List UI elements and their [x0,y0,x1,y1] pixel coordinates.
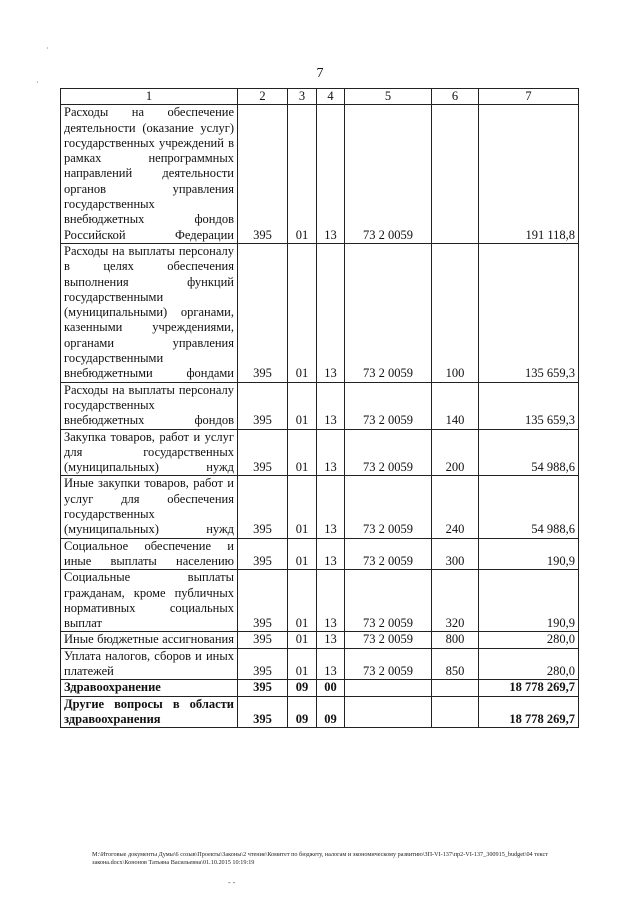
row-name-cell: Закупка товаров, работ и услуг для государственных (муниципальных) нужд [61,429,238,476]
header-cell: 3 [288,89,317,105]
row-code-cell: 395 [238,105,288,244]
row-section-cell: 01 [288,429,317,476]
table-row [61,382,579,429]
row-expense-type-cell: 100 [432,243,479,382]
scan-mark: · [46,44,49,53]
row-target-cell: 73 2 0059 [345,476,432,538]
row-code-cell: 395 [238,570,288,632]
row-amount-cell: 191 118,8 [479,105,579,244]
row-target-cell: 73 2 0059 [345,538,432,570]
row-section-cell: 01 [288,538,317,570]
row-code-cell: 395 [238,382,288,429]
row-subsection-cell: 13 [317,243,345,382]
row-amount-cell: 190,9 [479,570,579,632]
table-row [61,570,579,632]
row-amount-cell: 280,0 [479,648,579,680]
row-amount-cell: 54 988,6 [479,429,579,476]
row-target-cell: 73 2 0059 [345,382,432,429]
table-header-row [61,89,579,105]
row-expense-type-cell: 240 [432,476,479,538]
file-path-footer: M:\Итоговые документы Думы\6 созыв\Проекты\Законы\2 чтение\Комитет по бюджету, налогам и экономическому развитию\ЗП-VI-137\пр2-VI-137_300915_budget\04 текст закона.docx\Кононов Татьяна Васильевна\01.10.2015 10:19:19 [92,851,548,866]
row-section-cell: 01 [288,105,317,244]
row-code-cell: 395 [238,429,288,476]
row-section-cell: 01 [288,476,317,538]
row-subsection-cell: 13 [317,538,345,570]
header-cell: 5 [345,89,432,105]
row-expense-type-cell [432,105,479,244]
row-name-cell: Другие вопросы в области здравоохранения [61,696,238,728]
row-name-cell: Расходы на обеспечение деятельности (оказание услуг) государственных учреждений в рамках непрограммных направлений деятельности органов управления государственных внебюджетных фондов Российской Федерации [61,105,238,244]
row-target-cell: 73 2 0059 [345,243,432,382]
header-cell: 7 [479,89,579,105]
row-name-cell: Уплата налогов, сборов и иных платежей [61,648,238,680]
table-row [61,680,579,696]
row-expense-type-cell [432,696,479,728]
row-subsection-cell: 13 [317,476,345,538]
row-section-cell: 01 [288,382,317,429]
row-code-cell: 395 [238,696,288,728]
row-section-cell: 09 [288,696,317,728]
row-subsection-cell: 13 [317,382,345,429]
row-amount-cell: 135 659,3 [479,243,579,382]
row-section-cell: 01 [288,632,317,648]
row-target-cell: 73 2 0059 [345,632,432,648]
row-target-cell: 73 2 0059 [345,429,432,476]
row-amount-cell: 18 778 269,7 [479,680,579,696]
row-expense-type-cell: 200 [432,429,479,476]
row-code-cell: 395 [238,680,288,696]
row-target-cell: 73 2 0059 [345,570,432,632]
row-name-cell: Социальное обеспечение и иные выплаты населению [61,538,238,570]
budget-table [60,88,579,728]
row-name-cell: Расходы на выплаты персоналу государственных внебюджетных фондов [61,382,238,429]
table-row [61,632,579,648]
row-expense-type-cell [432,680,479,696]
row-subsection-cell: 13 [317,632,345,648]
row-code-cell: 395 [238,648,288,680]
row-expense-type-cell: 320 [432,570,479,632]
row-code-cell: 395 [238,538,288,570]
row-code-cell: 395 [238,476,288,538]
row-target-cell [345,680,432,696]
row-code-cell: 395 [238,243,288,382]
scan-mark: · [36,78,39,87]
row-code-cell: 395 [238,632,288,648]
row-amount-cell: 135 659,3 [479,382,579,429]
row-name-cell: Социальные выплаты гражданам, кроме публичных нормативных социальных выплат [61,570,238,632]
row-section-cell: 01 [288,648,317,680]
row-target-cell: 73 2 0059 [345,648,432,680]
page-number: 7 [316,66,324,81]
header-cell: 6 [432,89,479,105]
header-cell: 1 [61,89,238,105]
row-amount-cell: 54 988,6 [479,476,579,538]
row-expense-type-cell: 800 [432,632,479,648]
row-name-cell: Иные закупки товаров, работ и услуг для обеспечения государственных (муниципальных) нужд [61,476,238,538]
row-expense-type-cell: 300 [432,538,479,570]
row-expense-type-cell: 140 [432,382,479,429]
header-cell: 2 [238,89,288,105]
row-amount-cell: 190,9 [479,538,579,570]
row-subsection-cell: 13 [317,648,345,680]
row-section-cell: 01 [288,243,317,382]
row-amount-cell: 18 778 269,7 [479,696,579,728]
table-row [61,105,579,244]
row-name-cell: Иные бюджетные ассигнования [61,632,238,648]
table-row [61,538,579,570]
row-target-cell: 73 2 0059 [345,105,432,244]
row-subsection-cell: 00 [317,680,345,696]
row-subsection-cell: 09 [317,696,345,728]
scan-mark: - - [228,878,236,887]
row-name-cell: Здравоохранение [61,680,238,696]
row-expense-type-cell: 850 [432,648,479,680]
row-subsection-cell: 13 [317,570,345,632]
row-amount-cell: 280,0 [479,632,579,648]
header-cell: 4 [317,89,345,105]
row-subsection-cell: 13 [317,105,345,244]
row-section-cell: 09 [288,680,317,696]
row-section-cell: 01 [288,570,317,632]
table-row [61,429,579,476]
table-row [61,243,579,382]
table-row [61,696,579,728]
table-row [61,648,579,680]
table-row [61,476,579,538]
row-subsection-cell: 13 [317,429,345,476]
row-name-cell: Расходы на выплаты персоналу в целях обеспечения выполнения функций государственными (муниципальными) органами, казенными учреждениями, органами управления государственными внебюджетными фондами [61,243,238,382]
row-target-cell [345,696,432,728]
table-body [61,105,579,728]
